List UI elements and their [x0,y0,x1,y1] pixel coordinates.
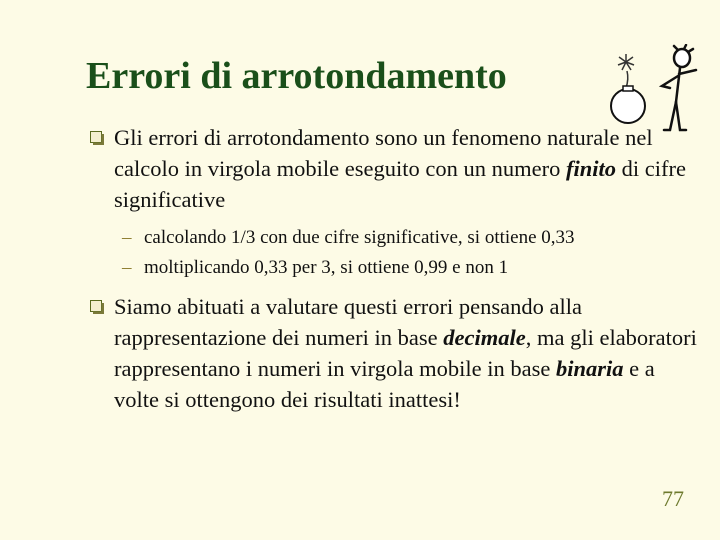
dash-marker: – [122,257,132,278]
bullet-text: di cifre significative [114,156,686,212]
checkbox-square-icon [90,300,105,315]
bullet-text: Siamo abituati a valutare questi errori pensando alla rappresentazione dei numeri in base [114,294,582,350]
emphasis-text: finito [565,156,616,181]
sub-item [88,223,698,253]
checkbox-square-icon [90,131,105,146]
bullet-text: Gli errori di arrotondamento sono un fenomeno naturale nel calcolo in virgola mobile eseguito con un numero [114,125,653,181]
sub-item [88,253,698,283]
slide-content [88,122,698,415]
page-number: 77 [662,486,684,511]
bullet-item [88,291,698,415]
dash-marker: – [122,227,132,248]
bullet-item [88,122,698,215]
sub-item-text: moltiplicando 0,33 per 3, si ottiene 0,99 e non 1 [144,257,509,278]
sub-list [88,223,698,283]
emphasis-text: binaria [555,356,624,381]
bullet-text: , ma gli elaboratori rappresentano i numeri in virgola mobile in base [114,325,697,381]
emphasis-text: decimale [443,325,526,350]
slide-title: Errori di arrotondamento [86,55,507,97]
bullet-text: e a volte si ottengono dei risultati inattesi! [114,356,655,412]
figure-with-bomb-icon [604,44,708,134]
sub-item-text: calcolando 1/3 con due cifre significative, si ottiene 0,33 [144,227,575,248]
